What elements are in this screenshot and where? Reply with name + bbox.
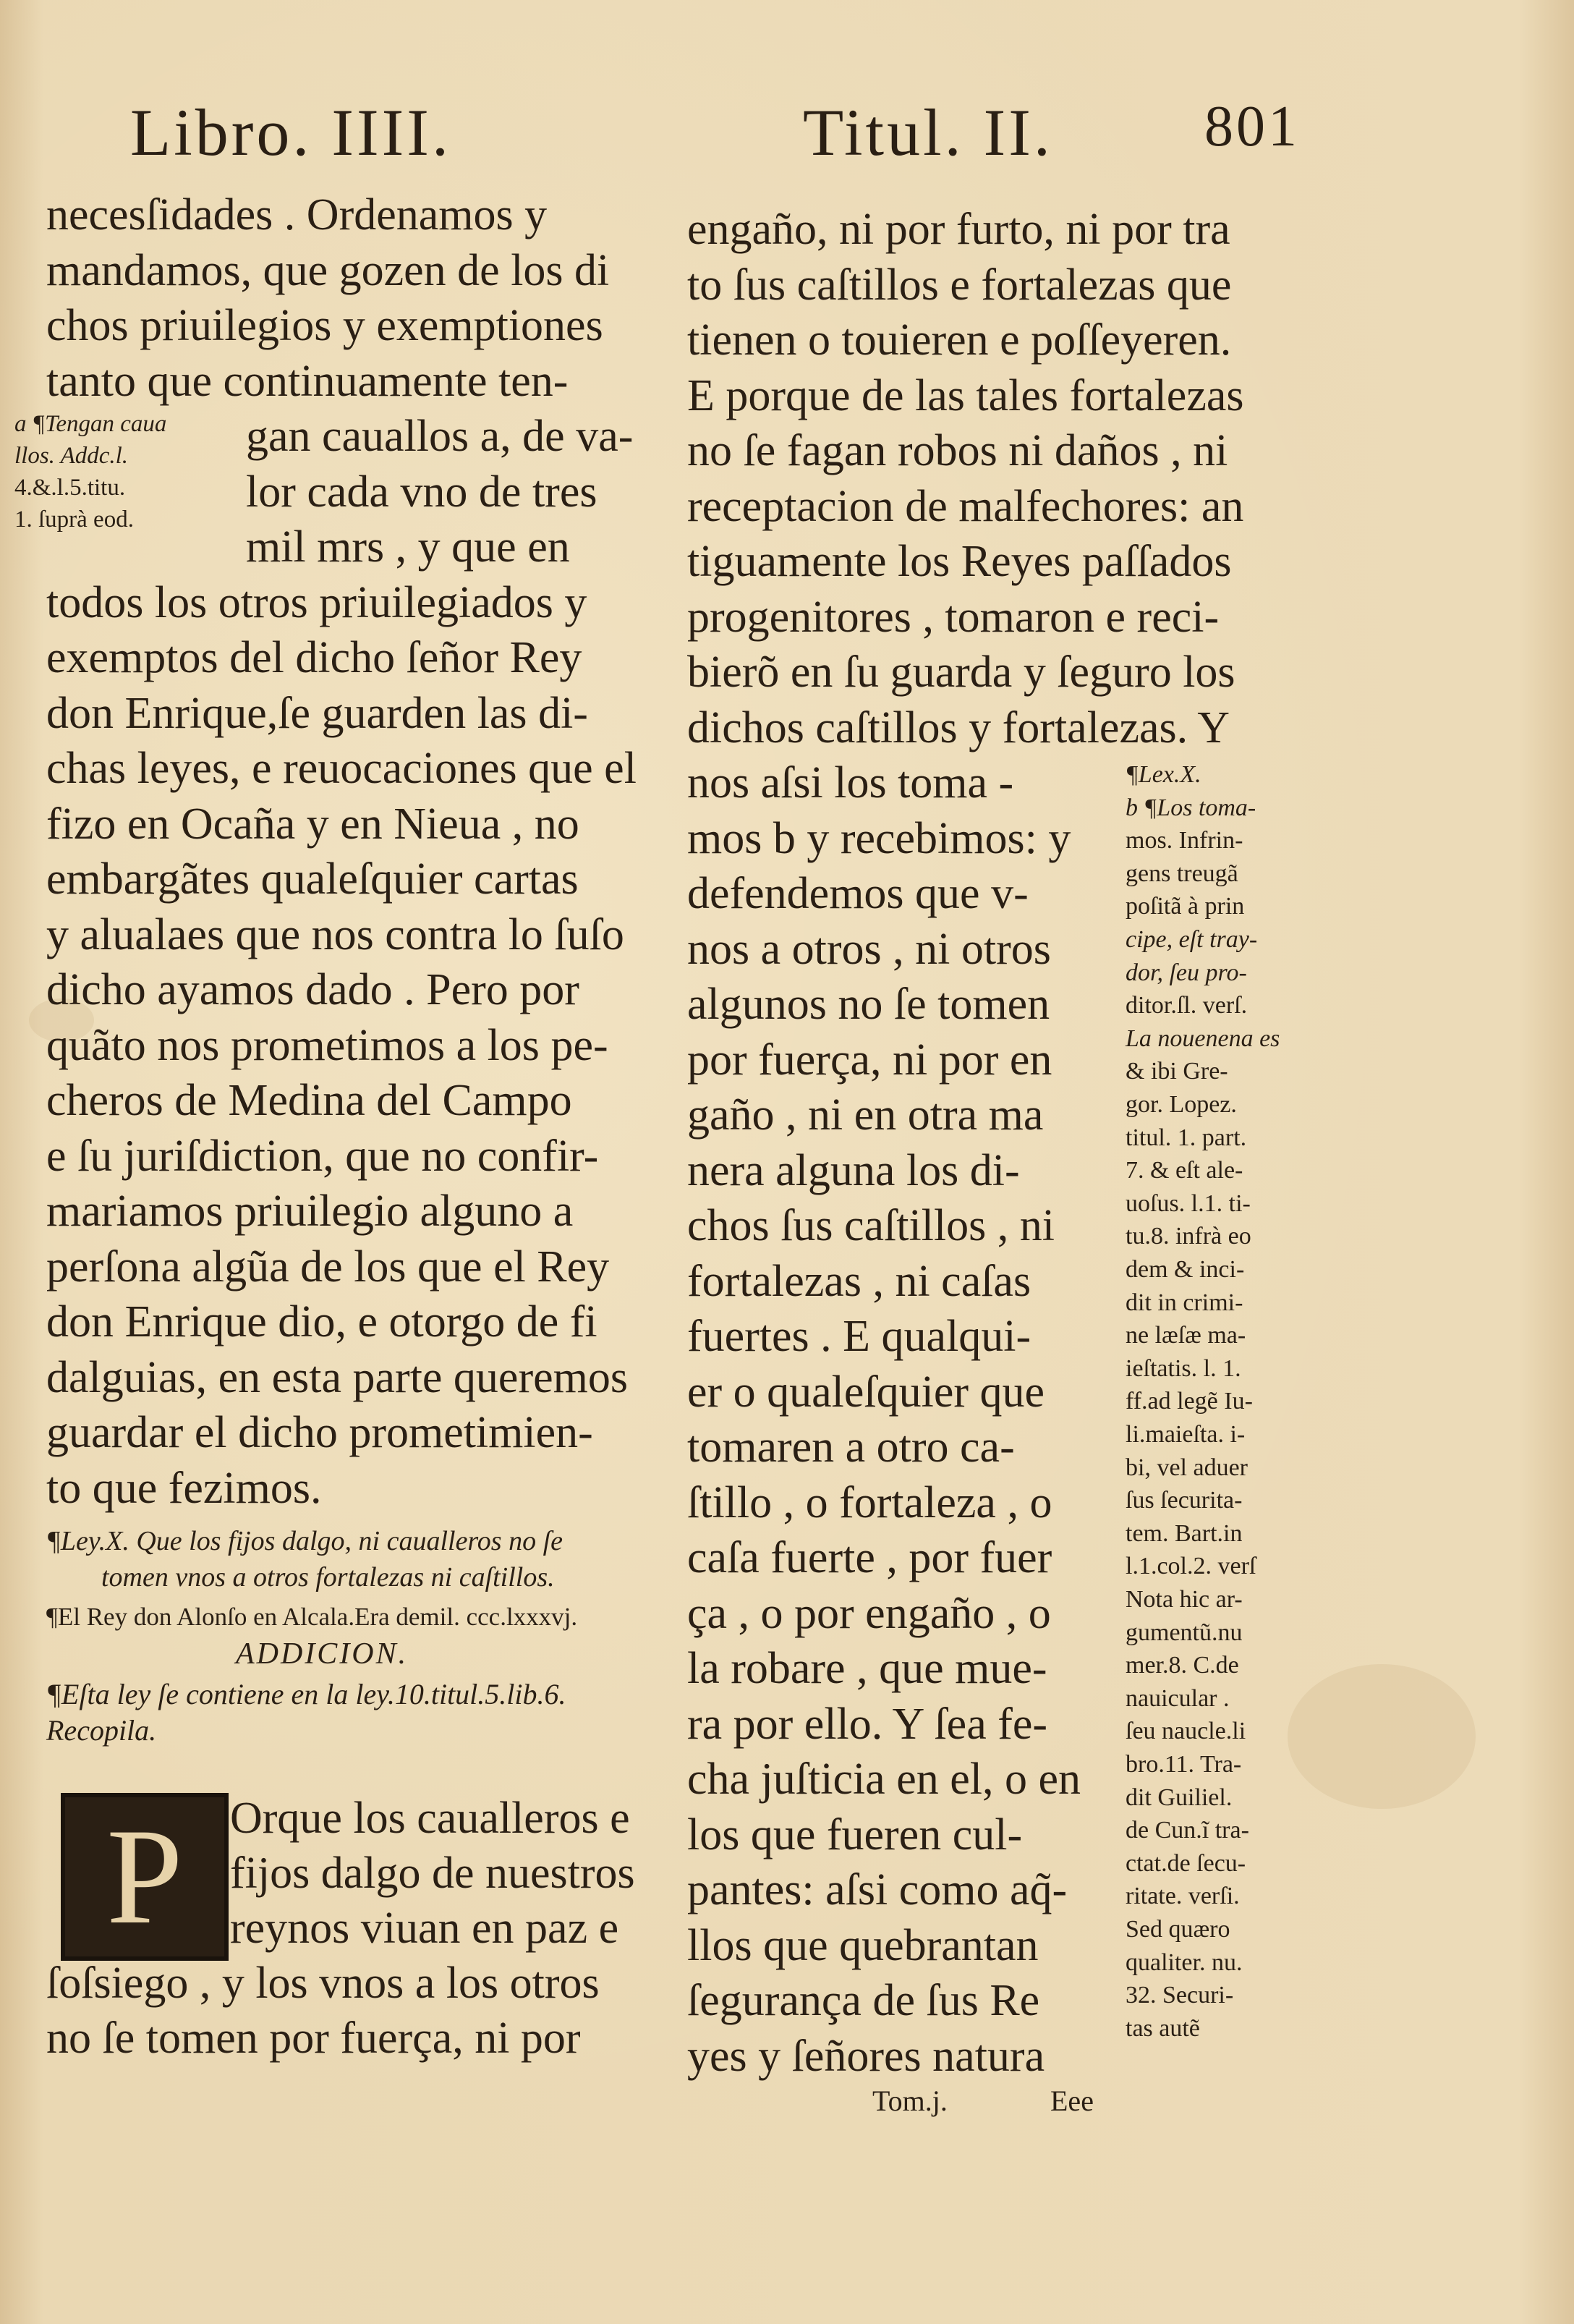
text-line: pantes: aſsi como aq̃- xyxy=(687,1865,1068,1914)
margin-note-line: de Cun.ĩ tra- xyxy=(1126,1817,1249,1844)
text-line: nos a otros , ni otros xyxy=(687,924,1051,974)
margin-note-line: ff.ad legẽ Iu- xyxy=(1126,1388,1253,1415)
margin-note-line: mer.8. C.de xyxy=(1126,1652,1239,1679)
text-line: mil mrs , y que en xyxy=(246,522,570,572)
text-line: receptacion de malfechores: an xyxy=(687,481,1244,531)
text-line: yes y ſeñores natura xyxy=(687,2031,1045,2081)
text-line: tomaren a otro ca- xyxy=(687,1422,1015,1472)
text-line: embargãtes qualeſquier cartas xyxy=(46,854,579,904)
text-line: tienen o touieren e poſſeyeren. xyxy=(687,315,1232,365)
text-line: ſtillo , o fortaleza , o xyxy=(687,1477,1052,1527)
text-line: e ſu juriſdiction, que no confir- xyxy=(46,1131,599,1181)
text-line: perſona algũa de los que el Rey xyxy=(46,1242,610,1292)
margin-note-line: tas autẽ xyxy=(1126,2014,1200,2042)
text-line: don Enrique,ſe guarden las di- xyxy=(46,688,588,738)
margin-note-line: ſus ſecurita- xyxy=(1126,1487,1243,1514)
margin-note-line: 4.&.l.5.titu. xyxy=(14,475,126,501)
text-line: ça , o por engaño , o xyxy=(687,1588,1051,1638)
text-line: fizo en Ocaña y en Nieua , no xyxy=(46,799,579,849)
text-line: tanto que continuamente ten- xyxy=(46,356,569,406)
margin-note-line: poſitã à prin xyxy=(1126,893,1245,920)
margin-note-line: titul. 1. part. xyxy=(1126,1124,1247,1151)
margin-note-line: ritate. verſi. xyxy=(1126,1883,1240,1910)
margin-note-line: uoſus. l.1. ti- xyxy=(1126,1189,1251,1217)
text-line: fuertes . E qualqui- xyxy=(687,1312,1031,1361)
text-line: progenitores , tomaron e reci- xyxy=(687,592,1220,642)
margin-note-line: gens treugã xyxy=(1126,860,1238,887)
text-line: mos b y recebimos: y xyxy=(687,813,1071,863)
text-line: dalguias, en esta parte queremos xyxy=(46,1352,628,1402)
margin-note-line: gumentũ.nu xyxy=(1126,1619,1243,1646)
text-line: ſegurança de ſus Re xyxy=(687,1976,1040,2025)
text-line: la robare , que mue- xyxy=(687,1644,1047,1693)
margin-note-line: dor, ſeu pro- xyxy=(1126,959,1247,986)
addicion-text-line-1: ¶Eſta ley ſe contiene en la ley.10.titul.5.lib.6. xyxy=(46,1678,566,1710)
running-head-book: Libro. IIII. xyxy=(130,96,451,169)
margin-note-line: Sed quæro xyxy=(1126,1916,1230,1943)
paper-stain xyxy=(1288,1664,1476,1809)
margin-note-line: llos. Addc.l. xyxy=(14,443,129,469)
page-number: 801 xyxy=(1204,95,1300,158)
margin-note-line: bro.11. Tra- xyxy=(1126,1751,1242,1778)
margin-note-line: ctat.de ſecu- xyxy=(1126,1849,1246,1877)
text-line: er o qualeſquier que xyxy=(687,1367,1045,1417)
decorated-initial xyxy=(61,1793,229,1961)
margin-note-line: l.1.col.2. verſ xyxy=(1126,1553,1256,1580)
text-line: reynos viuan en paz e xyxy=(230,1904,619,1953)
text-line: defendemos que v- xyxy=(687,869,1029,918)
text-line: chos priuilegios y exemptiones xyxy=(46,301,603,350)
text-line: bierõ en ſu guarda y ſeguro los xyxy=(687,648,1235,697)
margin-note-line: Nota hic ar- xyxy=(1126,1586,1243,1613)
margin-note-line: ditor.ſl. verſ. xyxy=(1126,992,1248,1019)
margin-note-line: dem & inci- xyxy=(1126,1256,1245,1283)
margin-note-line: 7. & eſt ale- xyxy=(1126,1157,1243,1184)
margin-note-line: nauicular . xyxy=(1126,1684,1230,1712)
margin-note-line: dit in crimi- xyxy=(1126,1289,1243,1316)
footer-signature: Eee xyxy=(1050,2085,1094,2117)
text-line: fijos dalgo de nuestros xyxy=(230,1849,635,1898)
text-line: dichos caſtillos y fortalezas. Y xyxy=(687,703,1230,752)
text-line: dicho ayamos dado . Pero por xyxy=(46,965,579,1014)
text-line: nos aſsi los toma - xyxy=(687,758,1014,807)
text-line: gan cauallos a, de va- xyxy=(246,412,634,461)
margin-note-line: tem. Bart.in xyxy=(1126,1519,1243,1547)
margin-note-line: ſeu naucle.li xyxy=(1126,1718,1246,1745)
text-line: por fuerça, ni por en xyxy=(687,1035,1052,1085)
law-heading-line-1: ¶Ley.X. Que los fijos dalgo, ni caualleros no ſe xyxy=(46,1526,563,1556)
text-line: llos que quebrantan xyxy=(687,1920,1039,1970)
text-line: caſa fuerte , por fuer xyxy=(687,1533,1052,1582)
margin-note-line: tu.8. infrà eo xyxy=(1126,1223,1251,1250)
margin-note-line: a ¶Tengan caua xyxy=(14,411,167,437)
margin-note-line: qualiter. nu. xyxy=(1126,1948,1243,1976)
text-line: mariamos priuilegio alguno a xyxy=(46,1187,574,1236)
text-line: guardar el dicho prometimien- xyxy=(46,1408,593,1457)
text-line: engaño, ni por furto, ni por tra xyxy=(687,205,1230,254)
margin-note-line: ieſtatis. l. 1. xyxy=(1126,1354,1241,1382)
margin-note-line: gor. Lopez. xyxy=(1126,1091,1237,1118)
text-line: to que fezimos. xyxy=(46,1463,322,1513)
text-line: Orque los caualleros e xyxy=(230,1794,630,1843)
text-line: todos los otros priuilegiados y xyxy=(46,577,587,627)
text-line: mandamos, que gozen de los di xyxy=(46,245,610,295)
text-line: E porque de las tales fortalezas xyxy=(687,370,1244,420)
text-line: lor cada vno de tres xyxy=(246,467,597,517)
margin-note-line: La nouenena es xyxy=(1126,1025,1280,1052)
text-line: ſoſsiego , y los vnos a los otros xyxy=(46,1959,600,2008)
margin-note-line: mos. Infrin- xyxy=(1126,827,1243,854)
text-line: quãto nos prometimos a los pe- xyxy=(46,1020,608,1070)
text-line: ra por ello. Y ſea fe- xyxy=(687,1699,1048,1749)
margin-note-line: dit Guiliel. xyxy=(1126,1784,1233,1811)
text-line: chas leyes, e reuocaciones que el xyxy=(46,744,637,793)
running-head-title: Titul. II. xyxy=(803,96,1053,169)
margin-note-line: bi, vel aduer xyxy=(1126,1454,1248,1481)
text-line: fortalezas , ni caſas xyxy=(687,1256,1031,1306)
text-line: necesſidades . Ordenamos y xyxy=(46,190,548,239)
margin-note-line: 32. Securi- xyxy=(1126,1982,1234,2009)
text-line: exemptos del dicho ſeñor Rey xyxy=(46,633,582,682)
margin-note-line: ¶Lex.X. xyxy=(1126,761,1201,788)
margin-note-line: ne læſæ ma- xyxy=(1126,1322,1246,1349)
margin-note-line: 1. ſuprà eod. xyxy=(14,506,134,533)
source-note: ¶El Rey don Alonſo en Alcala.Era demil. ccc.lxxxvj. xyxy=(46,1603,578,1631)
text-line: y alualaes que nos contra lo ſuſo xyxy=(46,909,624,959)
addicion-text-line-2: Recopila. xyxy=(46,1714,157,1747)
text-line: los que fueren cul- xyxy=(687,1810,1023,1859)
footer-volume: Tom.j. xyxy=(872,2085,948,2117)
addicion-title: ADDICION. xyxy=(236,1637,409,1671)
margin-note-line: & ibi Gre- xyxy=(1126,1058,1228,1085)
text-line: cha juſticia en el, o en xyxy=(687,1755,1081,1804)
margin-note-line: b ¶Los toma- xyxy=(1126,794,1256,821)
margin-note-line: li.maieſta. i- xyxy=(1126,1421,1246,1448)
drop-cap-letter: P xyxy=(106,1801,183,1953)
text-line: no ſe tomen por fuerça, ni por xyxy=(46,2014,581,2063)
text-line: cheros de Medina del Campo xyxy=(46,1076,572,1125)
text-line: nera alguna los di- xyxy=(687,1145,1020,1195)
text-line: no ſe fagan robos ni daños , ni xyxy=(687,426,1228,475)
margin-note-line: cipe, eſt tray- xyxy=(1126,926,1258,953)
text-line: gaño , ni en otra ma xyxy=(687,1090,1044,1140)
text-line: don Enrique dio, e otorgo de fi xyxy=(46,1297,597,1347)
law-heading-line-2: tomen vnos a otros fortalezas ni caſtillos. xyxy=(101,1562,555,1593)
text-line: algunos no ſe tomen xyxy=(687,980,1050,1029)
text-line: to ſus caſtillos e fortalezas que xyxy=(687,260,1232,310)
text-line: tiguamente los Reyes paſſados xyxy=(687,537,1232,586)
text-line: chos ſus caſtillos , ni xyxy=(687,1201,1055,1250)
